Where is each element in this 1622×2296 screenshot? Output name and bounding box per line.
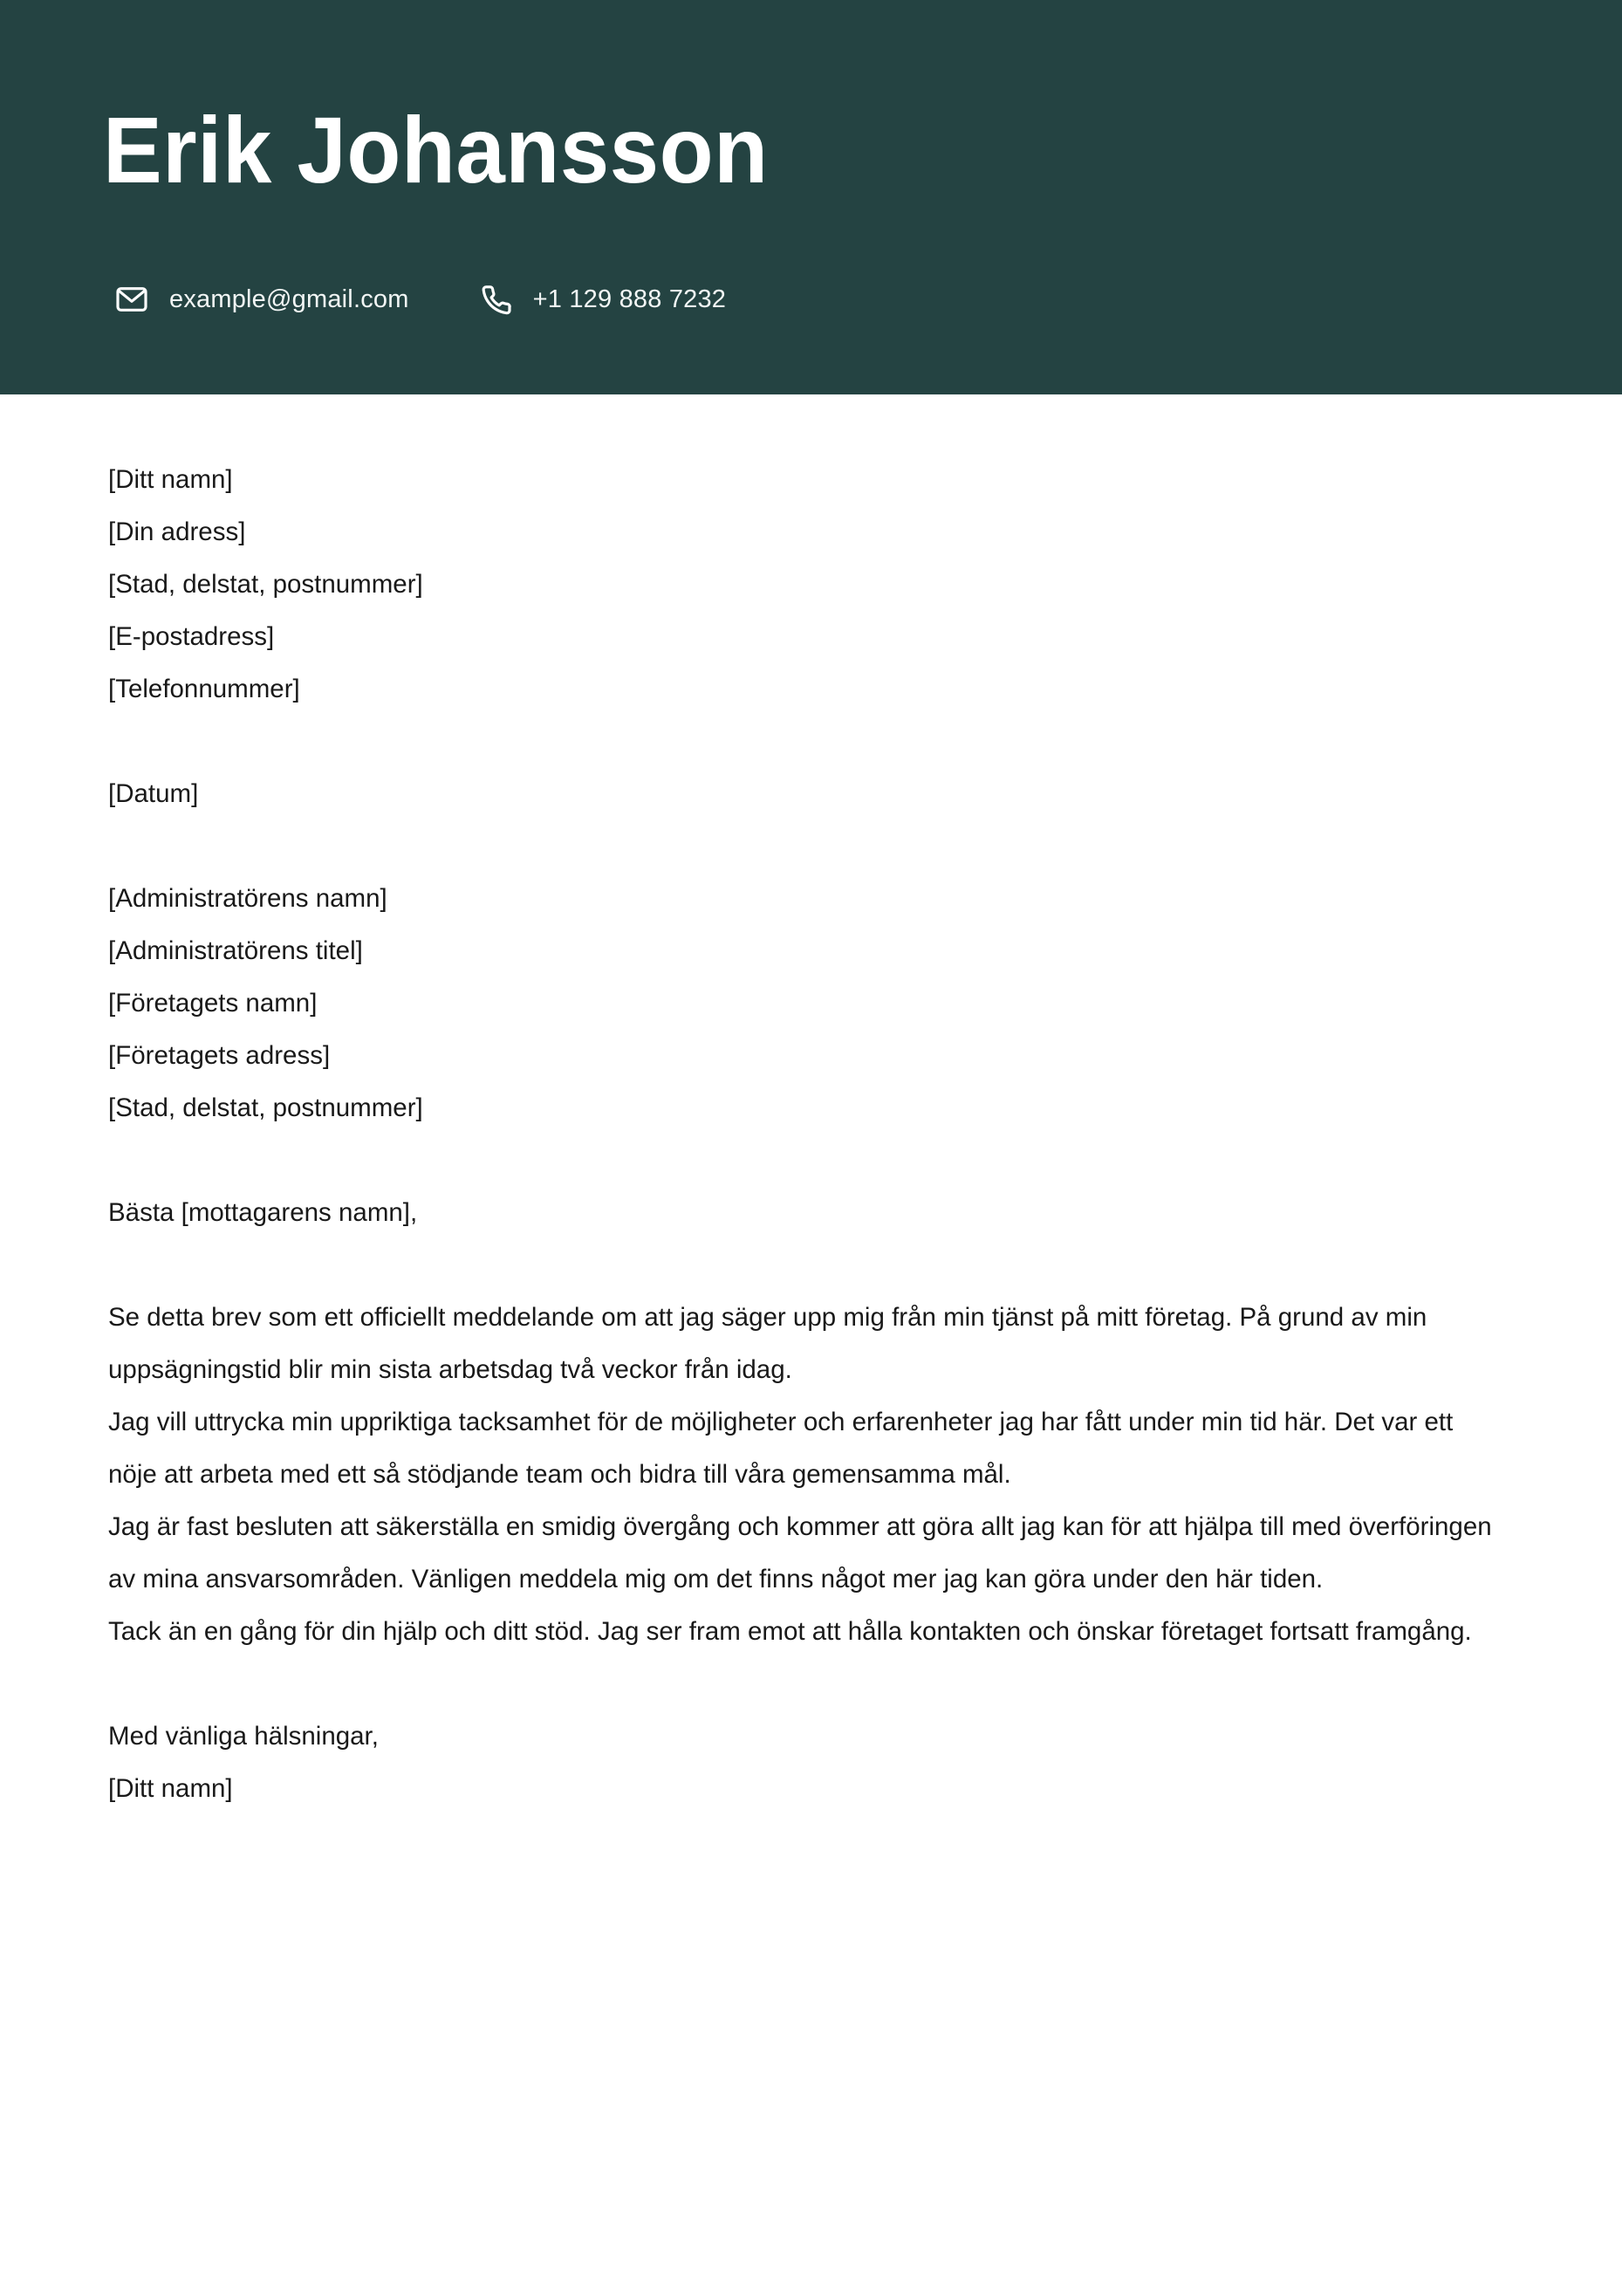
contact-email-label: example@gmail.com bbox=[169, 284, 409, 313]
letter-body bbox=[108, 454, 1500, 1815]
recipient-line: [Administratörens titel] bbox=[108, 936, 363, 965]
closing-block bbox=[108, 1710, 1500, 1815]
sender-address-block bbox=[108, 454, 1500, 716]
spacer bbox=[108, 1658, 1500, 1710]
spacer bbox=[108, 716, 1500, 768]
recipient-line: [Företagets namn] bbox=[108, 989, 318, 1018]
recipient-line: [Stad, delstat, postnummer] bbox=[108, 1093, 423, 1122]
paragraph: Jag vill uttrycka min uppriktiga tacksamhet för de möjligheter och erfarenheter jag har fått under min tid här. Det var ett nöje att arbeta med ett så stödjande team och bidra till våra gemensamma mål. bbox=[108, 1408, 1454, 1489]
recipient-line: [Administratörens namn] bbox=[108, 884, 387, 913]
sender-line: [Ditt namn] bbox=[108, 465, 233, 494]
contact-item-email[interactable] bbox=[113, 281, 409, 318]
page-title: Erik Johansson bbox=[103, 97, 769, 202]
sender-line: [Din adress] bbox=[108, 517, 246, 546]
phone-icon bbox=[477, 281, 514, 318]
salutation bbox=[108, 1187, 1500, 1239]
contact-phone-label: +1 129 888 7232 bbox=[532, 284, 727, 313]
paragraph: Tack än en gång för din hjälp och ditt stöd. Jag ser fram emot att hålla kontakten och önskar företaget fortsatt framgång. bbox=[108, 1617, 1472, 1646]
contact-item-phone[interactable] bbox=[477, 281, 727, 318]
paragraph: Se detta brev som ett officiellt meddelande om att jag säger upp mig från min tjänst på mitt företag. På grund av min uppsägningstid blir min sista arbetsdag två veckor från idag. bbox=[108, 1303, 1427, 1384]
sender-line: [Telefonnummer] bbox=[108, 675, 300, 703]
letter-header-banner bbox=[0, 0, 1622, 394]
date-line: [Datum] bbox=[108, 779, 199, 808]
paragraph: Jag är fast besluten att säkerställa en smidig övergång och kommer att göra allt jag kan för att hjälpa till med överföringen av mina ansvarsområden. Vänligen meddela mig om det finns något mer jag kan göra under den här tiden. bbox=[108, 1512, 1492, 1593]
recipient-address-block bbox=[108, 873, 1500, 1134]
body-paragraphs bbox=[108, 1292, 1500, 1658]
salutation-line: Bästa [mottagarens namn], bbox=[108, 1198, 418, 1227]
signature-line: [Ditt namn] bbox=[108, 1774, 233, 1803]
sender-line: [Stad, delstat, postnummer] bbox=[108, 570, 423, 599]
contact-row bbox=[113, 281, 726, 318]
spacer bbox=[108, 820, 1500, 873]
recipient-line: [Företagets adress] bbox=[108, 1041, 331, 1070]
sender-line: [E-postadress] bbox=[108, 622, 275, 651]
spacer bbox=[108, 1239, 1500, 1292]
spacer bbox=[108, 1134, 1500, 1187]
closing-line: Med vänliga hälsningar, bbox=[108, 1722, 379, 1751]
date-block bbox=[108, 768, 1500, 820]
envelope-icon bbox=[113, 281, 150, 318]
